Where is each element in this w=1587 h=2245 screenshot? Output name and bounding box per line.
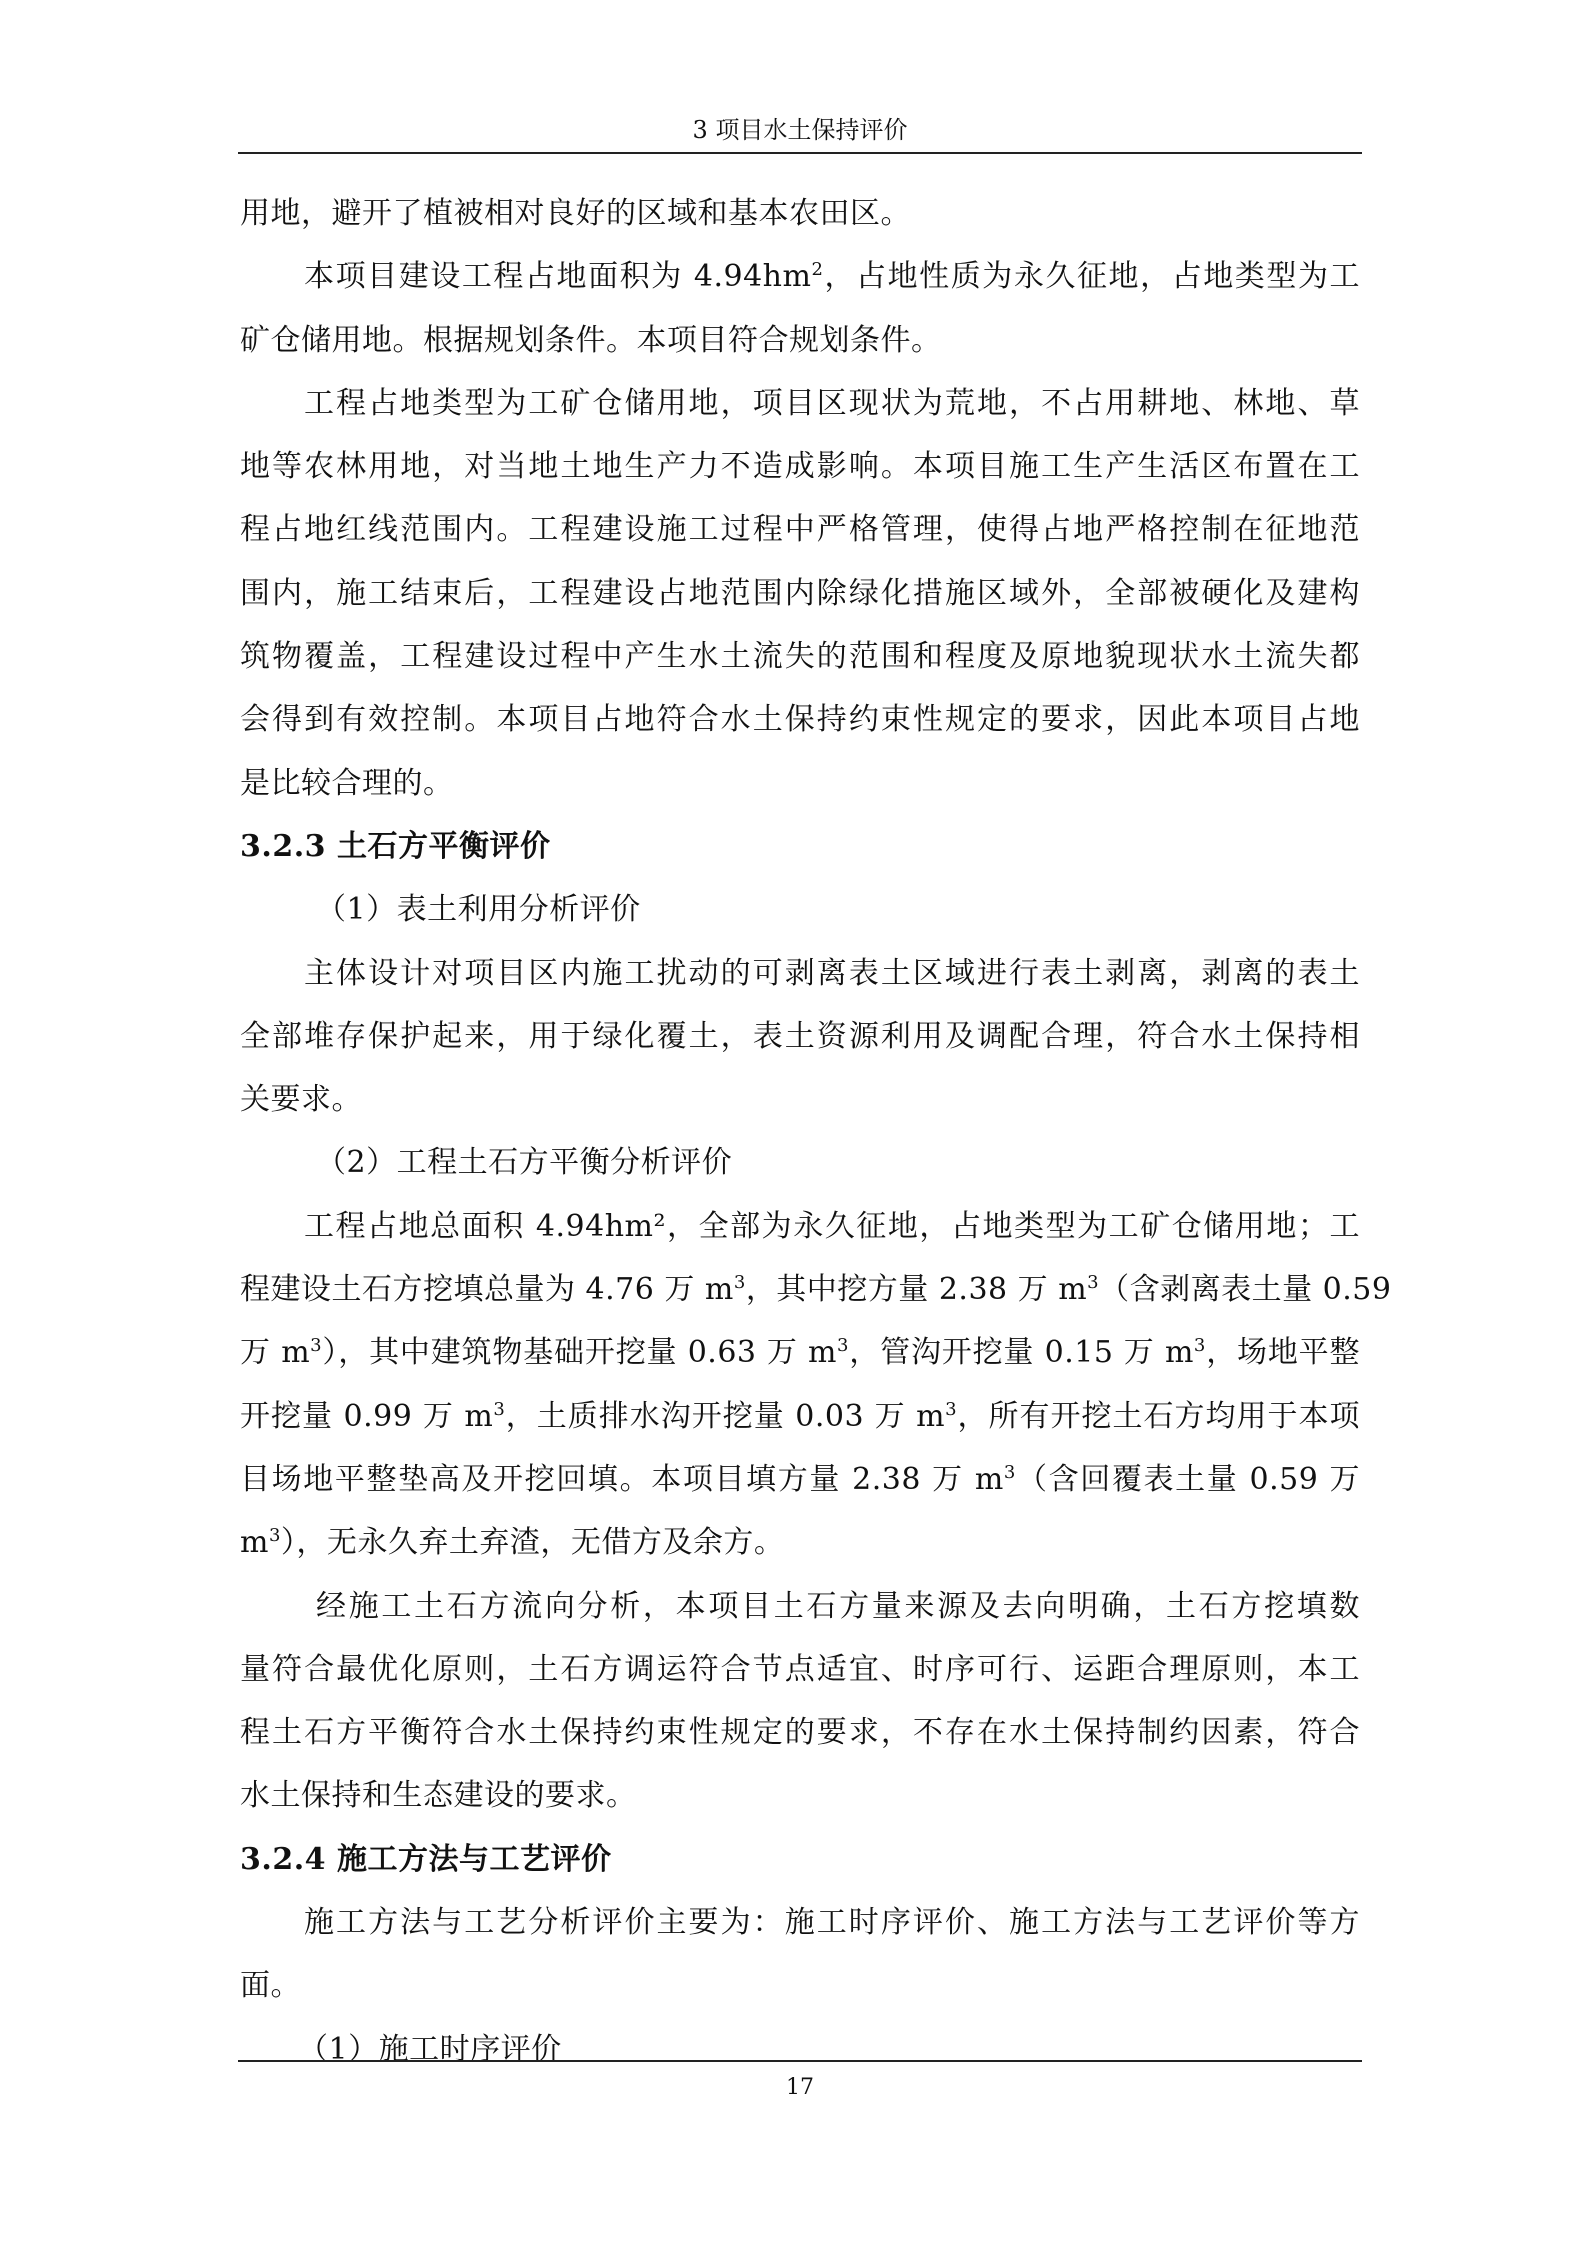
paragraph-line: 经施工土石方流向分析，本项目土石方量来源及去向明确，土石方挖填数 bbox=[316, 1588, 1360, 1624]
paragraph-line: 筑物覆盖，工程建设过程中产生水土流失的范围和程度及原地貌现状水土流失都 bbox=[240, 639, 1360, 675]
paragraph-line: 地等农林用地，对当地土地生产力不造成影响。本项目施工生产生活区布置在工 bbox=[240, 449, 1360, 485]
page-number: 17 bbox=[786, 2075, 814, 2100]
paragraph-line: 工程占地类型为工矿仓储用地，项目区现状为荒地，不占用耕地、林地、草 bbox=[304, 385, 1360, 421]
paragraph-line: 开挖量 0.99 万 $m^3$，土质排水沟开挖量 0.03 万 $m^3$，所有开挖土石方均用于本项 bbox=[240, 1398, 1360, 1434]
paragraph-line: 本项目建设工程占地面积为 $4.94hm^2$，占地性质为永久征地，占地类型为工 bbox=[304, 259, 1361, 295]
paragraph-line: 主体设计对项目区内施工扰动的可剥离表土区域进行表土剥离，剥离的表土 bbox=[304, 955, 1360, 991]
paragraph-line: 围内，施工结束后，工程建设占地范围内除绿化措施区域外，全部被硬化及建构 bbox=[240, 575, 1360, 611]
paragraph-line: 量符合最优化原则，土石方调运符合节点适宜、时序可行、运距合理原则，本工 bbox=[240, 1651, 1360, 1687]
paragraph-line: 水土保持和生态建设的要求。 bbox=[240, 1778, 637, 1814]
paragraph-line: 工程占地总面积 4.94hm²，全部为永久征地，占地类型为工矿仓储用地；工 bbox=[304, 1208, 1360, 1244]
paragraph-line: $m^3$），无永久弃土弃渣，无借方及余方。 bbox=[240, 1525, 785, 1561]
section-heading: 3.2.3 土石方平衡评价 bbox=[240, 828, 551, 864]
paragraph-line: 目场地平整垫高及开挖回填。本项目填方量 2.38 万 $m^3$（含回覆表土量 0.59 万 bbox=[240, 1461, 1360, 1497]
paragraph-line: 关要求。 bbox=[240, 1082, 362, 1118]
paragraph-line: 程土石方平衡符合水土保持约束性规定的要求，不存在水土保持制约因素，符合 bbox=[240, 1715, 1360, 1751]
paragraph-line: 程占地红线范围内。工程建设施工过程中严格管理，使得占地严格控制在征地范 bbox=[240, 512, 1360, 548]
paragraph-line: 矿仓储用地。根据规划条件。本项目符合规划条件。 bbox=[240, 322, 942, 358]
paragraph-line: 程建设土石方挖填总量为 4.76 万 $m^3$，其中挖方量 2.38 万 $m^3$（含剥离表土量 0.59 bbox=[240, 1272, 1392, 1308]
section-heading: 3.2.4 施工方法与工艺评价 bbox=[240, 1841, 612, 1877]
subsection-title: （1）施工时序评价 bbox=[298, 2031, 562, 2067]
paragraph-line: 施工方法与工艺分析评价主要为：施工时序评价、施工方法与工艺评价等方 bbox=[304, 1905, 1360, 1941]
paragraph-line: 面。 bbox=[240, 1968, 301, 2004]
paragraph-line: 万 $m^3$），其中建筑物基础开挖量 0.63 万 $m^3$，管沟开挖量 0.15 万 $m^3$，场地平整 bbox=[240, 1335, 1361, 1371]
subsection-title: （2）工程土石方平衡分析评价 bbox=[316, 1145, 733, 1181]
paragraph-line: 全部堆存保护起来，用于绿化覆土，表土资源利用及调配合理，符合水土保持相 bbox=[240, 1018, 1360, 1054]
paragraph-line: 是比较合理的。 bbox=[240, 765, 454, 801]
paragraph-line: 用地，避开了植被相对良好的区域和基本农田区。 bbox=[240, 196, 911, 231]
page-footer bbox=[238, 2060, 1362, 2108]
document-body bbox=[240, 182, 1392, 2081]
page-header bbox=[238, 108, 1362, 154]
subsection-title: （1）表土利用分析评价 bbox=[316, 892, 641, 928]
header-title: 3 项目水土保持评价 bbox=[692, 116, 908, 144]
paragraph-line: 会得到有效控制。本项目占地符合水土保持约束性规定的要求，因此本项目占地 bbox=[240, 702, 1360, 738]
